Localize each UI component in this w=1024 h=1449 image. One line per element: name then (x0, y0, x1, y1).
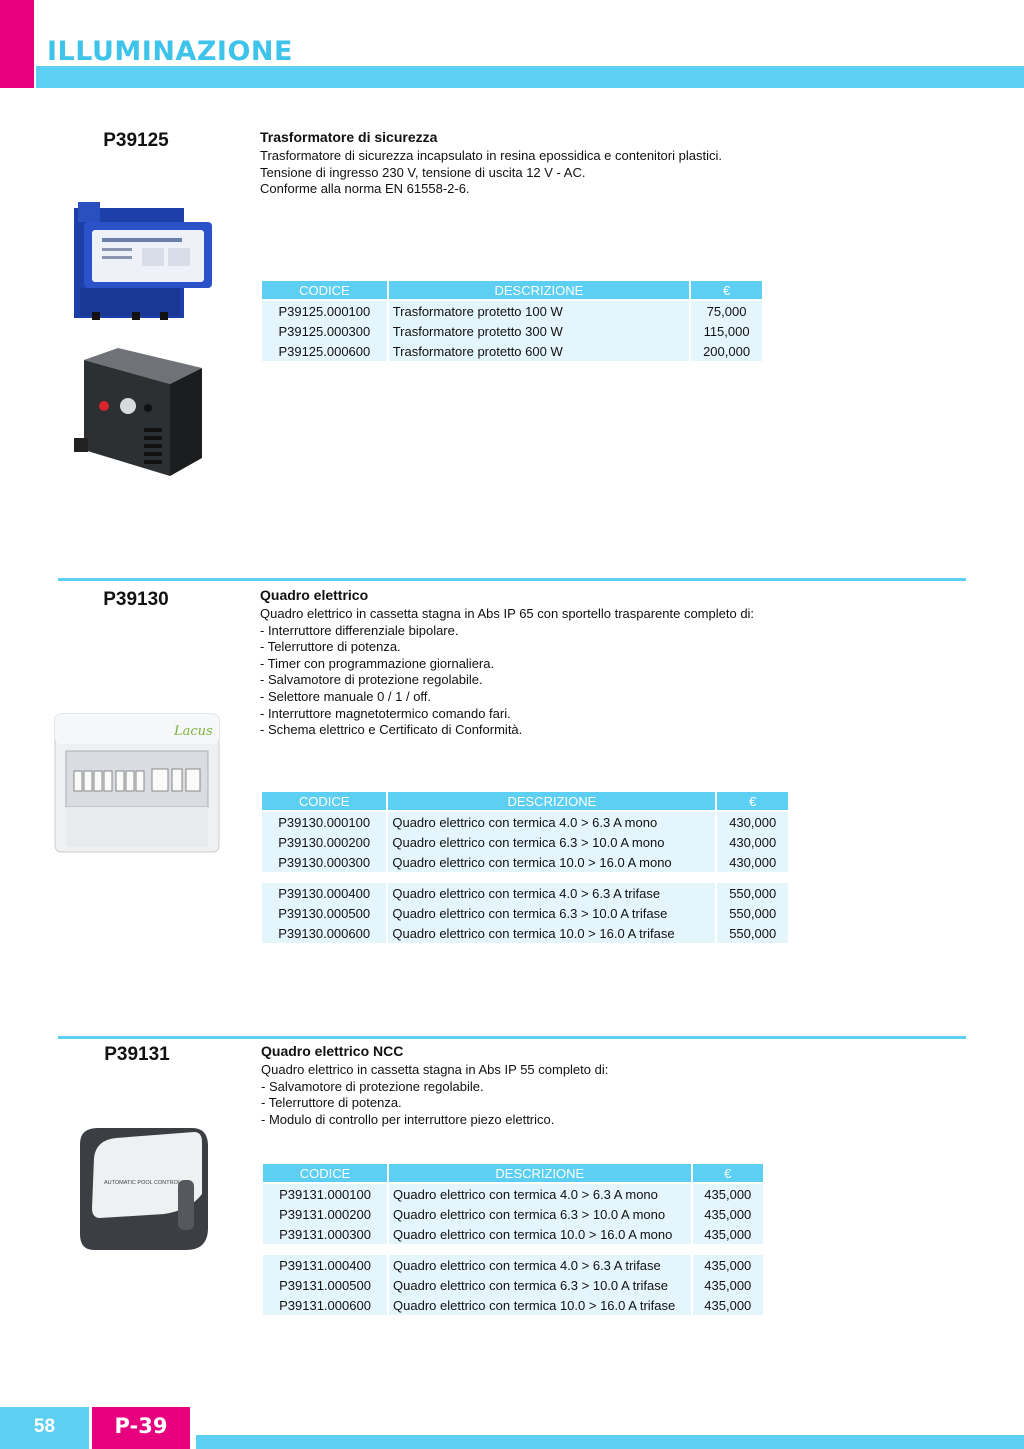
footer-bar (196, 1435, 1024, 1449)
col-header-price: € (693, 1164, 763, 1184)
table-row: P39131.000500 Quadro elettrico con termica 6.3 > 10.0 A trifase 435,000 (263, 1275, 763, 1295)
electrical-panel-image (54, 713, 220, 853)
product-code: P39131 (104, 1044, 170, 1065)
col-header-codice: CODICE (262, 792, 386, 812)
page-number: 58 (0, 1407, 89, 1449)
product-description: Trasformatore di sicurezza incapsulato in resina epossidica e contenitori plastici. Tensione di ingresso 230 V, tensione di uscita 12 V - AC. Conforme alla norma EN 61558-2-6. (260, 148, 722, 197)
table-row: P39125.000100 Trasformatore protetto 100 W 75,000 (262, 301, 762, 321)
table-row: P39131.000600 Quadro elettrico con termica 10.0 > 16.0 A trifase 435,000 (263, 1295, 763, 1315)
table-row: P39130.000500 Quadro elettrico con termica 6.3 > 10.0 A trifase 550,000 (262, 903, 788, 923)
col-header-price: € (691, 281, 762, 301)
section-code-badge: P-39 (92, 1407, 190, 1449)
table-row: P39125.000300 Trasformatore protetto 300 W 115,000 (262, 321, 762, 341)
col-header-descrizione: DESCRIZIONE (389, 1164, 691, 1184)
panel-brand-text: Lacus (174, 724, 213, 739)
col-header-descrizione: DESCRIZIONE (388, 792, 715, 812)
price-table (261, 1164, 765, 1315)
header-bar (36, 66, 1024, 88)
col-header-codice: CODICE (262, 281, 387, 301)
transformer-box-image (74, 346, 206, 480)
table-row: P39130.000200 Quadro elettrico con termica 6.3 > 10.0 A mono 430,000 (262, 832, 788, 852)
pool-control-panel-image (74, 1124, 214, 1254)
col-header-codice: CODICE (263, 1164, 387, 1184)
product-code: P39130 (103, 589, 169, 610)
table-row: P39125.000600 Trasformatore protetto 600 W 200,000 (262, 341, 762, 361)
table-row: P39130.000400 Quadro elettrico con termica 4.0 > 6.3 A trifase 550,000 (262, 883, 788, 903)
table-row: P39130.000600 Quadro elettrico con termica 10.0 > 16.0 A trifase 550,000 (262, 923, 788, 943)
col-header-price: € (717, 792, 788, 812)
page-title: ILLUMINAZIONE (47, 36, 293, 67)
product-title: Trasformatore di sicurezza (260, 129, 438, 145)
product-description: Quadro elettrico in cassetta stagna in Abs IP 55 completo di: - Salvamotore di protezione regolabile. - Telerruttore di potenza. - Modulo di controllo per interruttore piezo elettrico. (261, 1062, 609, 1127)
table-row: P39130.000100 Quadro elettrico con termica 4.0 > 6.3 A mono 430,000 (262, 812, 788, 832)
table-row: P39131.000400 Quadro elettrico con termica 4.0 > 6.3 A trifase 435,000 (263, 1255, 763, 1275)
product-code: P39125 (103, 130, 169, 151)
section-divider (58, 578, 966, 581)
table-row: P39131.000100 Quadro elettrico con termica 4.0 > 6.3 A mono 435,000 (263, 1184, 763, 1204)
section-divider (58, 1036, 966, 1039)
price-table (260, 281, 764, 361)
header-magenta-block (0, 0, 34, 88)
product-title: Quadro elettrico (260, 587, 369, 603)
controller-label-text: AUTOMATIC POOL CONTROL (104, 1180, 181, 1186)
col-header-descrizione: DESCRIZIONE (389, 281, 689, 301)
price-table (260, 792, 790, 943)
product-title: Quadro elettrico NCC (261, 1043, 404, 1059)
product-description: Quadro elettrico in cassetta stagna in Abs IP 65 con sportello trasparente completo di: - Interruttore differenziale bipolare. - Telerruttore di potenza. - Timer con programmazione giornaliera. - Salvamotore di protezione regolabile. - Selettore manuale 0 / 1 / off. - Interruttore magnetotermico comando fari. - Schema elettrico e Certificato di Conformità. (260, 606, 755, 738)
table-row: P39131.000300 Quadro elettrico con termica 10.0 > 16.0 A mono 435,000 (263, 1224, 763, 1244)
table-row: P39130.000300 Quadro elettrico con termica 10.0 > 16.0 A mono 430,000 (262, 852, 788, 872)
transformer-blue-image (72, 200, 218, 326)
table-row: P39131.000200 Quadro elettrico con termica 6.3 > 10.0 A mono 435,000 (263, 1204, 763, 1224)
